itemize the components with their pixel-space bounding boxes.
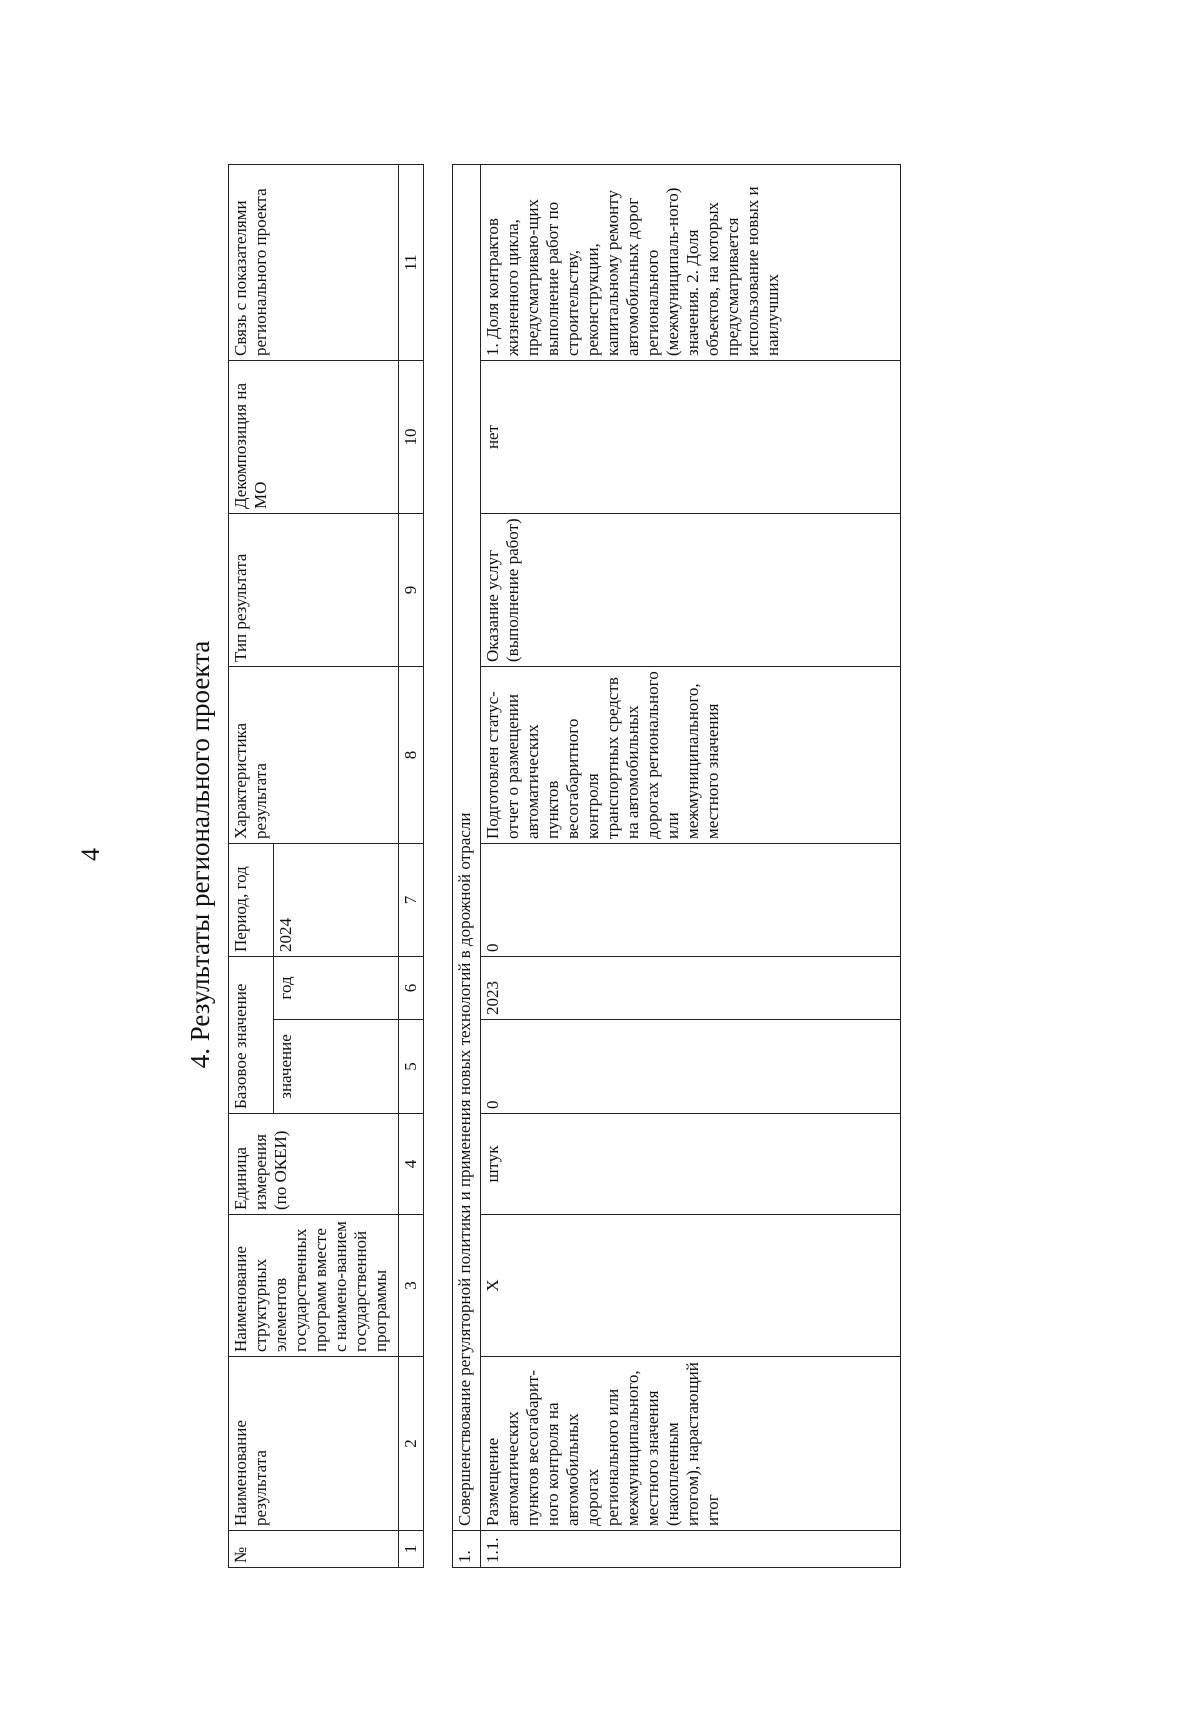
column-number: 5 — [399, 1020, 424, 1114]
row-unit: штук — [481, 1114, 901, 1215]
row-base-value: 0 — [481, 1020, 901, 1114]
header-characteristic: Характеристика результата — [229, 667, 399, 844]
header-result-name: Наименование результата — [229, 1357, 399, 1531]
header-period-group: Период, год — [229, 844, 274, 957]
results-header-table — [228, 164, 424, 1568]
column-number: 6 — [399, 957, 424, 1020]
header-link: Связь с показателями регионального проекта — [229, 165, 399, 361]
column-number: 7 — [399, 844, 424, 957]
row-base-year: 2023 — [481, 957, 901, 1020]
column-number-row — [399, 165, 424, 1568]
row-value-2024: 0 — [481, 844, 901, 957]
column-number: 10 — [399, 361, 424, 514]
column-number: 4 — [399, 1114, 424, 1215]
header-base-value: значение — [274, 1020, 399, 1114]
section-text: Совершенствование регуляторной политики и применения новых технологий в дорожной отрасли — [453, 165, 481, 1531]
column-number: 8 — [399, 667, 424, 844]
column-number: 1 — [399, 1531, 424, 1568]
row-characteristic: Подготовлен статус-отчет о размещении автоматических пунктов весогабаритного контроля транспортных средств на автомобильных дорогах регионального или межмуниципального, местного значения — [481, 667, 901, 844]
column-number: 3 — [399, 1215, 424, 1357]
page-number: 4 — [76, 848, 105, 861]
header-year-2024: 2024 — [274, 844, 399, 957]
section-number: 1. — [453, 1531, 481, 1568]
header-program-name: Наименование структурных элементов государственных программ вместе с наимено-ванием государственной программы — [229, 1215, 399, 1357]
column-number: 9 — [399, 514, 424, 667]
section-row — [453, 165, 481, 1568]
row-number: 1.1. — [481, 1531, 901, 1568]
table-row — [481, 165, 901, 1568]
results-body-table — [452, 164, 901, 1568]
header-number: № — [229, 1531, 399, 1568]
row-decomposition: нет — [481, 361, 901, 514]
row-result-type: Оказание услуг (выполнение работ) — [481, 514, 901, 667]
column-number: 2 — [399, 1357, 424, 1531]
section-title: 4. Результаты регионального проекта — [185, 640, 215, 1069]
header-base-value-group: Базовое значение — [229, 957, 274, 1114]
row-program: Х — [481, 1215, 901, 1357]
header-result-type: Тип результата — [229, 514, 399, 667]
column-number: 11 — [399, 165, 424, 361]
row-link: 1. Доля контрактов жизненного цикла, предусматриваю-щих выполнение работ по строительству, реконструкции, капитальному ремонту автомобильных дорог регионального (межмуниципаль-ного) значения. 2. Доля объектов, на которых предусматривается использование новых и наилучших — [481, 165, 901, 361]
header-decomposition: Декомпозиция на МО — [229, 361, 399, 514]
row-result-name: Размещение автоматических пунктов весогабарит-ного контроля на автомобильных дорогах регионального или межмуниципального, местного значения (накопленным итогом), нарастающий итог — [481, 1357, 901, 1531]
header-unit: Единица измерения (по ОКЕИ) — [229, 1114, 399, 1215]
header-base-year: год — [274, 957, 399, 1020]
